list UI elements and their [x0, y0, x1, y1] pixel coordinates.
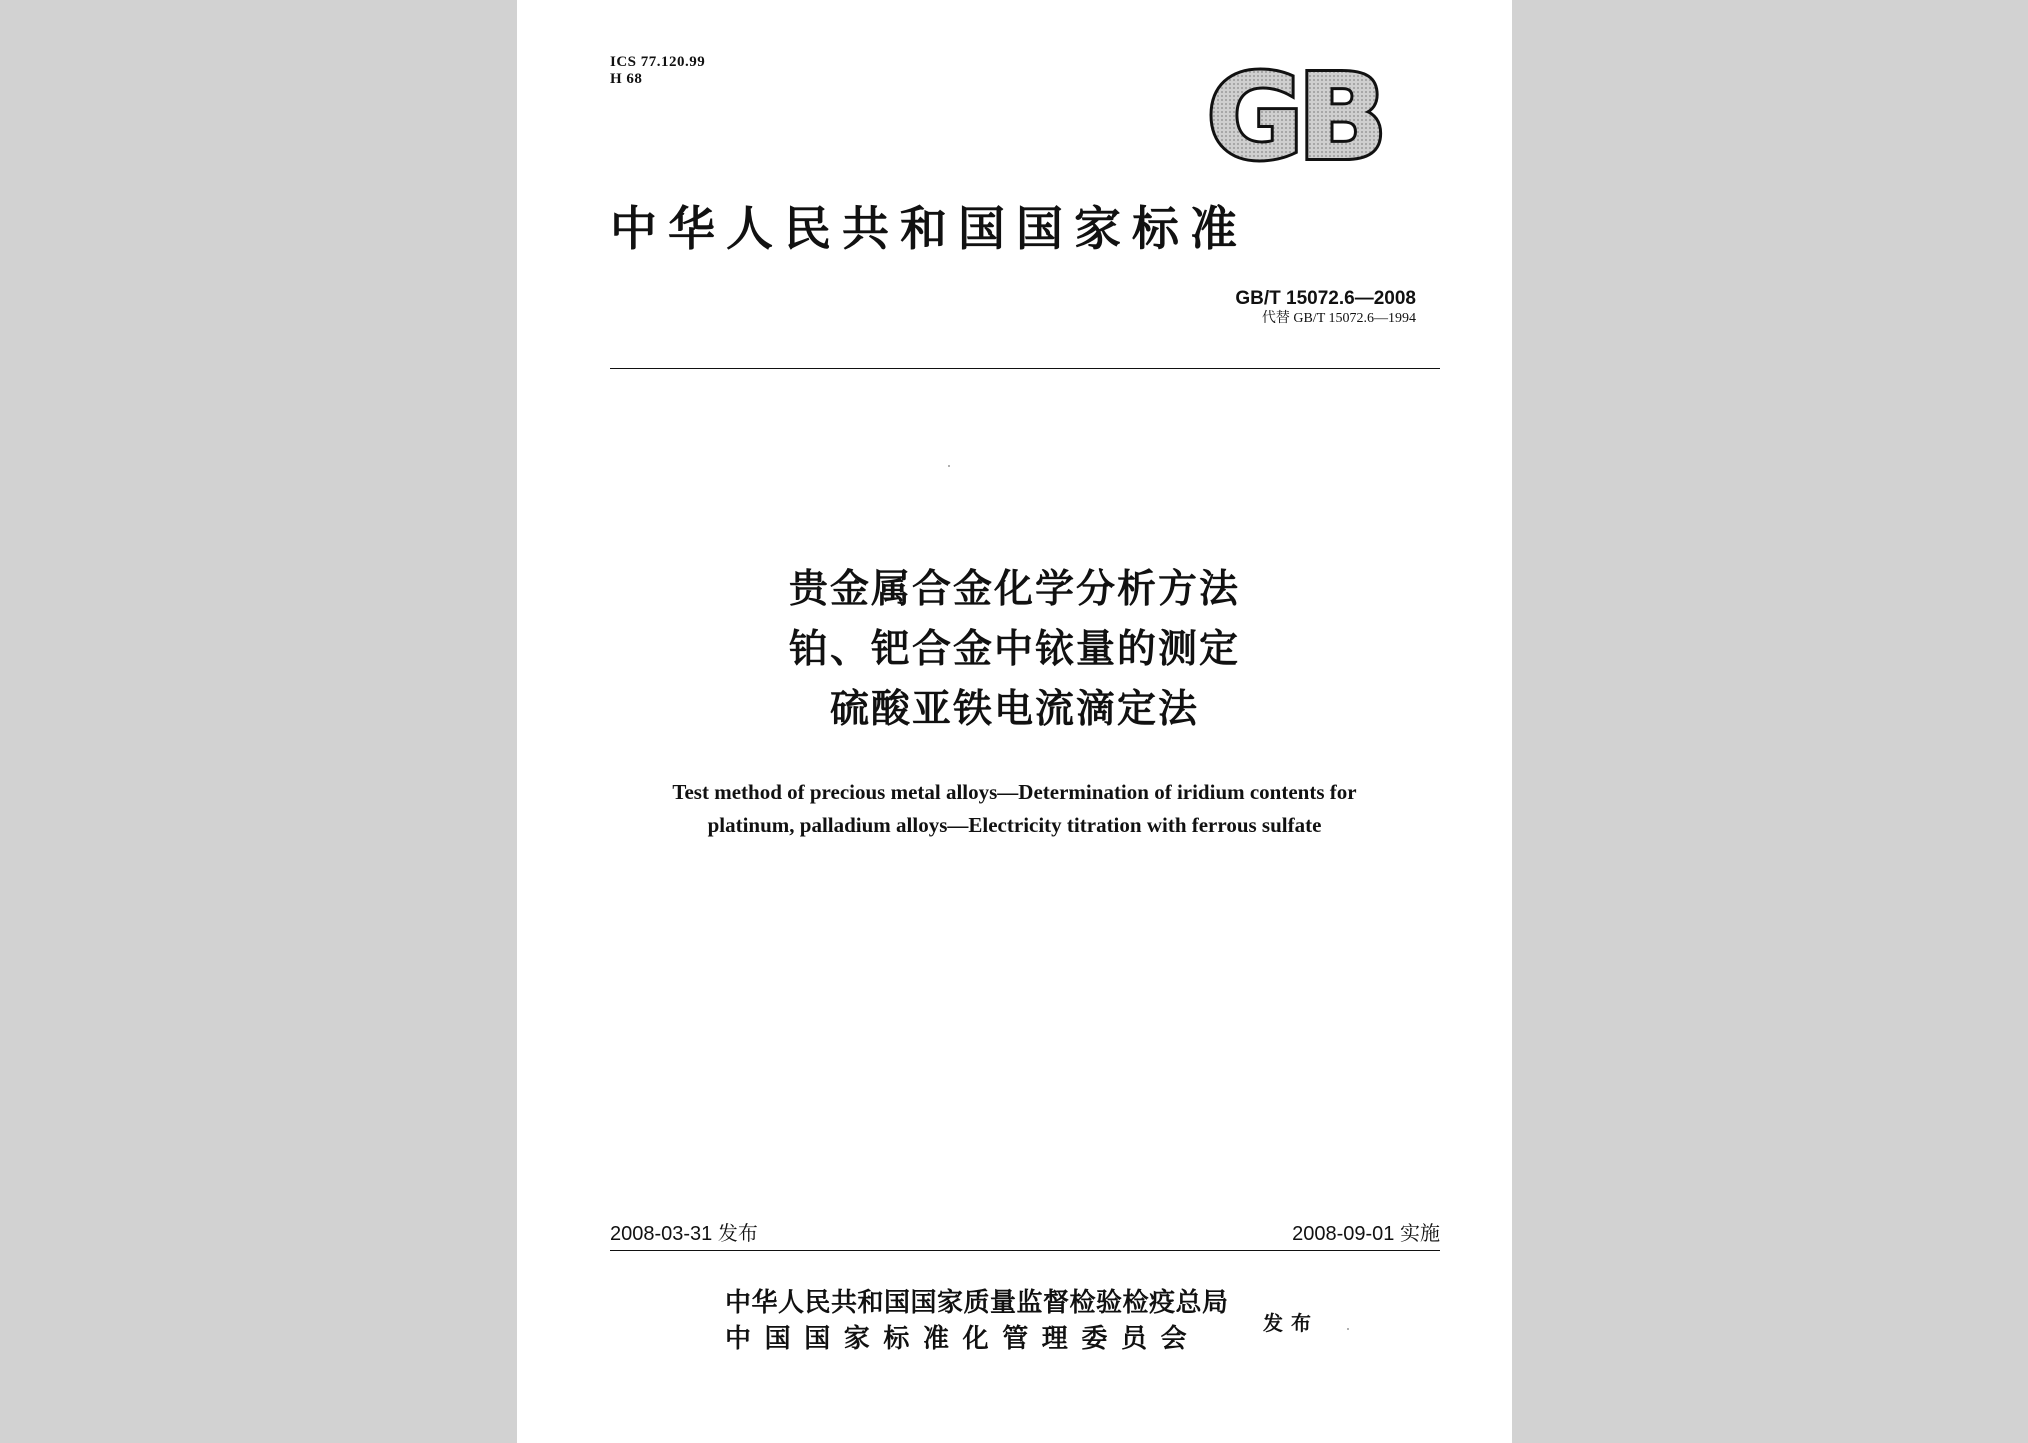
- gb-logo: [1184, 62, 1404, 172]
- chinese-title-line-2: 铂、钯合金中铱量的测定: [788, 627, 1240, 672]
- chinese-title-line-3: 硫酸亚铁电流滴定法: [829, 687, 1199, 732]
- ics-code: ICS 77.120.99: [610, 54, 706, 70]
- document-page: [517, 0, 1512, 1443]
- publish-label: 发布: [1263, 1311, 1319, 1335]
- classification-codes: [610, 54, 705, 88]
- issuer-aqsiq: 中华人民共和国国家质量监督检验检疫总局: [725, 1288, 1229, 1318]
- english-title-line-2: platinum, palladium alloys—Electricity titration with ferrous sulfate: [707, 813, 1322, 837]
- top-divider: [610, 368, 1440, 369]
- issuer-sac: 中国国家标准化管理委员会: [725, 1324, 1201, 1354]
- scan-speck: [948, 465, 950, 467]
- replaces-standard: 代替 GB/T 15072.6—1994: [1261, 311, 1416, 326]
- national-standard-title: 中华人民共和国国家标准: [610, 202, 1248, 257]
- english-title-line-1: Test method of precious metal alloys—Determination of iridium contents for: [672, 780, 1357, 804]
- chinese-title: [517, 560, 1512, 740]
- chinese-title-line-1: 贵金属合金化学分析方法: [788, 567, 1240, 612]
- implementation-date: 2008-09-01 实施: [1292, 1223, 1440, 1245]
- issuing-authorities: [725, 1285, 1229, 1357]
- bottom-divider: [610, 1250, 1440, 1251]
- ccs-code: H 68: [610, 71, 643, 87]
- standard-number: GB/T 15072.6—2008: [1235, 288, 1416, 309]
- scan-speck: [1347, 1328, 1349, 1330]
- issue-date: 2008-03-31 发布: [610, 1223, 758, 1245]
- english-title: [577, 776, 1452, 842]
- gb-logo-text: GB: [1206, 62, 1382, 172]
- standard-number-block: [1235, 288, 1416, 328]
